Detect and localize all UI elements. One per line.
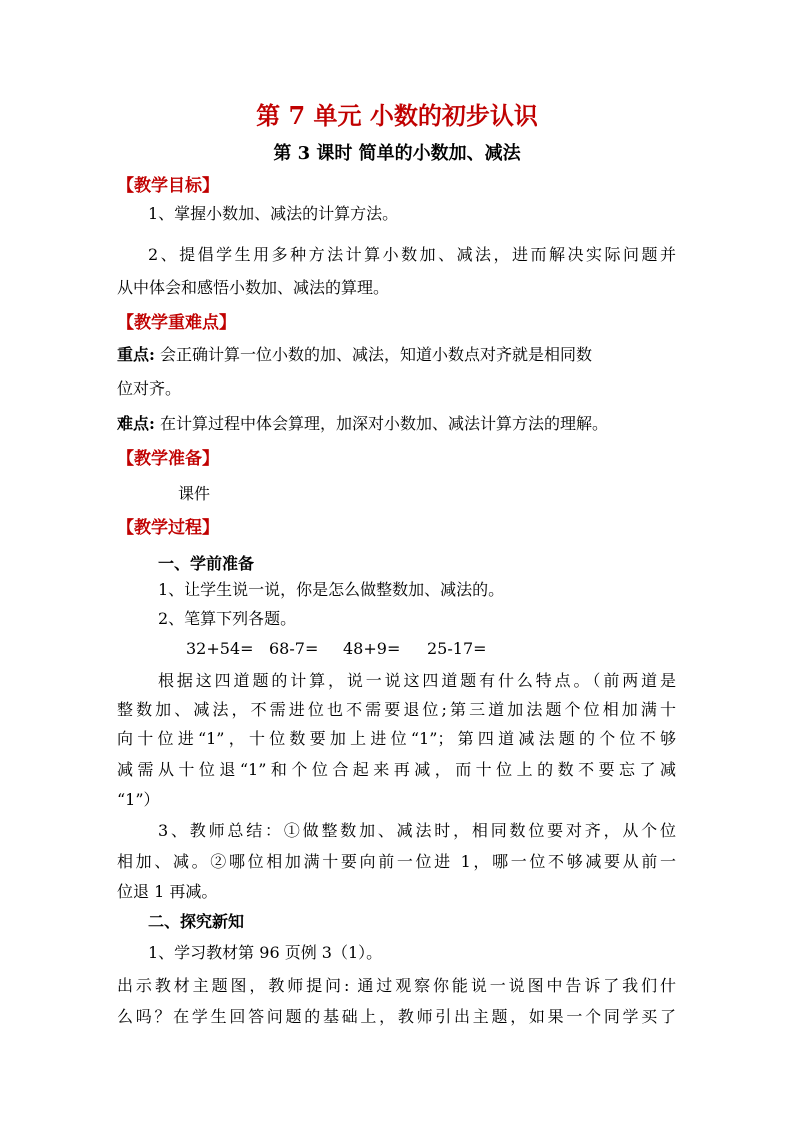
key-point-text: 会正确计算一位小数的加、减法，知道小数点对齐就是相同数 xyxy=(160,345,593,364)
key-point-line-2: 位对齐。 xyxy=(117,379,182,398)
part1-item-1: 1、让学生说一说，你是怎么做整数加、减法的。 xyxy=(158,580,505,599)
key-point-line-1 xyxy=(117,343,592,367)
lesson-subtitle: 第 3 课时 简单的小数加、减法 xyxy=(273,143,521,164)
prep-item: 课件 xyxy=(178,484,211,503)
objective-2-line-1: 2、提倡学生用多种方法计算小数加、减法，进而解决实际问题并 xyxy=(148,245,676,264)
exercise-3: 48+9= xyxy=(343,639,401,658)
analysis-line-2: 整数加、减法，不需进位也不需要退位;第三道加法题个位相加满十 xyxy=(117,700,676,719)
objective-2-line-2: 从中体会和感悟小数加、减法的算理。 xyxy=(117,278,390,297)
part1-heading: 一、学前准备 xyxy=(158,554,255,573)
part1-item-2: 2、笔算下列各题。 xyxy=(158,609,297,628)
summary-line-1: 3、教师总结：①做整数加、减法时，相同数位要对齐，从个位 xyxy=(158,821,676,840)
part2-para-line-2: 么吗？在学生回答问题的基础上，教师引出主题，如果一个同学买了 xyxy=(117,1007,676,1026)
objectives-heading: 【教学目标】 xyxy=(117,176,219,196)
prep-heading: 【教学准备】 xyxy=(117,449,219,469)
analysis-line-3: 向十位进“1”，十位数要加上进位“1”；第四道减法题的个位不够 xyxy=(117,729,676,748)
summary-line-2: 相加、减。②哪位相加满十要向前一位进 1，哪一位不够减要从前一 xyxy=(117,852,676,871)
part2-item-1: 1、学习教材第 96 页例 3（1）。 xyxy=(148,943,383,962)
hard-point-text: 在计算过程中体会算理，加深对小数加、减法计算方法的理解。 xyxy=(160,414,609,433)
hard-point-label: 难点: xyxy=(117,414,155,433)
part2-para-line-1: 出示教材主题图，教师提问: 通过观察你能说一说图中告诉了我们什 xyxy=(117,976,676,995)
hard-point-line xyxy=(117,412,608,436)
exercise-2: 68-7= xyxy=(269,639,319,658)
summary-line-3: 位退 1 再减。 xyxy=(117,882,218,901)
objective-1: 1、掌握小数加、减法的计算方法。 xyxy=(148,204,399,223)
process-heading: 【教学过程】 xyxy=(117,518,219,538)
key-point-label: 重点: xyxy=(117,345,155,364)
part2-heading: 二、探究新知 xyxy=(148,912,245,931)
exercise-1: 32+54= xyxy=(186,639,254,658)
document-title: 第 7 单元 小数的初步认识 xyxy=(256,101,538,130)
exercise-4: 25-17= xyxy=(427,639,487,658)
difficulty-heading: 【教学重难点】 xyxy=(117,313,236,333)
analysis-line-4: 减需从十位退“1”和个位合起来再减，而十位上的数不要忘了减 xyxy=(117,760,676,779)
analysis-line-1: 根据这四道题的计算，说一说这四道题有什么特点。（前两道是 xyxy=(158,671,676,690)
analysis-line-5: “1”） xyxy=(117,790,160,809)
